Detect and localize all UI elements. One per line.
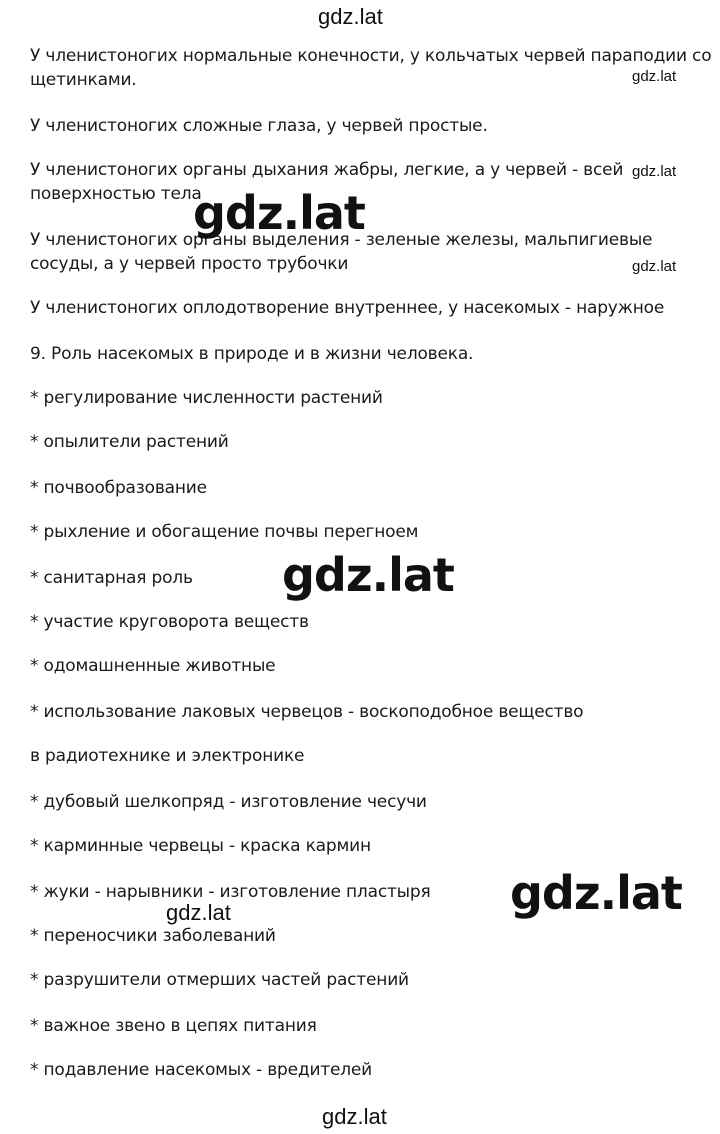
list-item: * регулирование численности растений [30, 388, 383, 408]
list-item: * жуки - нарывники - изготовление пластыря [30, 882, 431, 902]
text-line: в радиотехнике и электронике [30, 746, 305, 766]
list-item: * дубовый шелкопряд - изготовление чесучи [30, 792, 427, 812]
list-item: * переносчики заболеваний [30, 926, 276, 946]
watermark-large: gdz.lat [282, 548, 454, 602]
list-item: * подавление насекомых - вредителей [30, 1060, 373, 1080]
watermark-small: gdz.lat [632, 163, 677, 180]
watermark-large: gdz.lat [510, 866, 682, 920]
watermark-small: gdz.lat [632, 258, 677, 275]
watermark-medium: gdz.lat [166, 900, 231, 925]
text-line: У членистоногих нормальные конечности, у кольчатых червей параподии со [30, 46, 712, 66]
text-line: У членистоногих органы дыхания жабры, легкие, а у червей - всей [30, 160, 624, 180]
text-line: щетинками. [30, 70, 137, 90]
text-line: У членистоногих органы выделения - зеленые железы, мальпигиевые [30, 230, 653, 250]
list-item: * санитарная роль [30, 568, 193, 588]
watermark-small: gdz.lat [632, 68, 677, 85]
text-line: сосуды, а у червей просто трубочки [30, 254, 349, 274]
list-item: * опылители растений [30, 432, 229, 452]
list-item: * разрушители отмерших частей растений [30, 970, 409, 990]
watermark-large: gdz.lat [193, 186, 365, 240]
list-item: * карминные червецы - краска кармин [30, 836, 371, 856]
text-line: У членистоногих сложные глаза, у червей простые. [30, 116, 488, 136]
text-line: У членистоногих оплодотворение внутреннее, у насекомых - наружное [30, 298, 665, 318]
list-item: * почвообразование [30, 478, 207, 498]
section-heading: 9. Роль насекомых в природе и в жизни человека. [30, 344, 474, 364]
list-item: * одомашненные животные [30, 656, 276, 676]
text-line: поверхностью тела [30, 184, 202, 204]
list-item: * рыхление и обогащение почвы перегноем [30, 522, 419, 542]
watermark-bottom: gdz.lat [322, 1104, 387, 1129]
list-item: * важное звено в цепях питания [30, 1016, 317, 1036]
watermark-top: gdz.lat [318, 4, 383, 29]
list-item: * участие круговорота веществ [30, 612, 309, 632]
list-item: * использование лаковых червецов - воскоподобное вещество [30, 702, 584, 722]
